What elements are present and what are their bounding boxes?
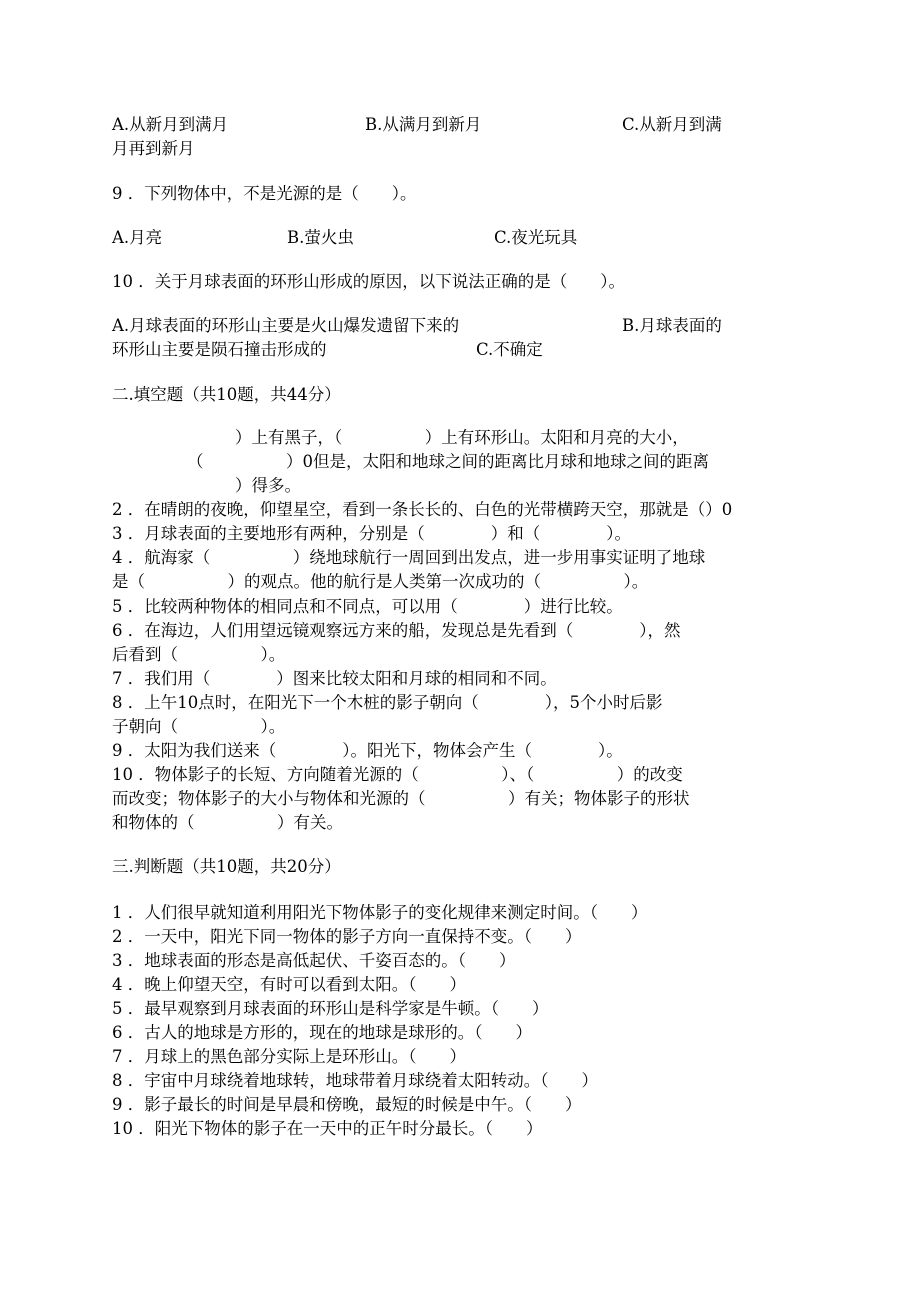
q10-option-b: B.月球表面的 <box>622 316 722 335</box>
fill-line: 4 ．航海家（ ）绕地球航行一周回到出发点，进一步用事实证明了地球 <box>112 548 706 567</box>
fill-section-heading: 二.填空题（共10题，共44分） <box>112 385 341 404</box>
q8-option-a: A.从新月到满月 <box>112 115 229 134</box>
q10-option-a: A.月球表面的环形山主要是火山爆发遗留下来的 <box>112 316 460 335</box>
fill-line: 2 ．在晴朗的夜晚，仰望星空，看到一条长长的、白色的光带横跨天空，那就是（）0 <box>112 500 733 519</box>
judge-line: 2 ．一天中，阳光下同一物体的影子方向一直保持不变。（ ） <box>112 927 582 946</box>
judge-section-heading: 三.判断题（共10题，共20分） <box>112 857 341 876</box>
judge-line: 5 ．最早观察到月球表面的环形山是科学家是牛顿。（ ） <box>112 999 549 1018</box>
q8-option-b: B.从满月到新月 <box>365 115 482 134</box>
fill-line: 子朝向（ ）。 <box>112 717 286 736</box>
fill-line: 8 ．上午10点时，在阳光下一个木桩的影子朝向（ ），5个小时后影 <box>112 693 663 712</box>
q8-option-c-continued: 月再到新月 <box>112 139 195 158</box>
judge-line: 4 ．晚上仰望天空，有时可以看到太阳。（ ） <box>112 975 466 994</box>
fill-line: 9 ．太阳为我们送来（ ）。阳光下，物体会产生（ ）。 <box>112 741 623 760</box>
fill-line: 3 ．月球表面的主要地形有两种，分别是（ ）和（ ）。 <box>112 524 631 543</box>
fill-line: 7 ．我们用（ ）图来比较太阳和月球的相同和不同。 <box>112 669 557 688</box>
judge-line: 8 ．宇宙中月球绕着地球转，地球带着月球绕着太阳转动。（ ） <box>112 1071 598 1090</box>
fill-line: 10 ．物体影子的长短、方向随着光源的（ ）、（ ）的改变 <box>112 765 683 784</box>
fill-line: ）得多。 <box>235 476 301 495</box>
q10-option-c: C.不确定 <box>476 340 543 359</box>
q9-stem: 9 ．下列物体中，不是光源的是（ ）。 <box>112 184 417 203</box>
fill-line: 和物体的（ ）有关。 <box>112 813 343 832</box>
q9-option-c: C.夜光玩具 <box>494 228 578 247</box>
fill-line: 而改变；物体影子的大小与物体和光源的（ ）有关；物体影子的形状 <box>112 789 690 808</box>
q9-option-a: A.月亮 <box>112 228 163 247</box>
q10-option-b-continued: 环形山主要是陨石撞击形成的 <box>112 340 327 359</box>
judge-line: 6 ．古人的地球是方形的，现在的地球是球形的。（ ） <box>112 1023 532 1042</box>
q8-option-c: C.从新月到满 <box>622 115 722 134</box>
judge-line: 1 ．人们很早就知道利用阳光下物体影子的变化规律来测定时间。（ ） <box>112 903 648 922</box>
judge-line: 10 ．阳光下物体的影子在一天中的正午时分最长。（ ） <box>112 1119 543 1138</box>
judge-line: 3 ．地球表面的形态是高低起伏、千姿百态的。（ ） <box>112 951 516 970</box>
judge-line: 9 ．影子最长的时间是早晨和傍晚，最短的时候是中午。（ ） <box>112 1095 582 1114</box>
fill-line: 是（ ）的观点。他的航行是人类第一次成功的（ ）。 <box>112 572 649 591</box>
q10-stem: 10 ．关于月球表面的环形山形成的原因，以下说法正确的是（ ）。 <box>112 272 625 291</box>
judge-line: 7 ．月球上的黑色部分实际上是环形山。（ ） <box>112 1047 466 1066</box>
fill-line: 6 ．在海边，人们用望远镜观察远方来的船，发现总是先看到（ ），然 <box>112 621 681 640</box>
fill-line: （ ）0但是，太阳和地球之间的距离比月球和地球之间的距离 <box>187 452 709 471</box>
fill-line: 后看到（ ）。 <box>112 645 286 664</box>
fill-line: 5 ．比较两种物体的相同点和不同点，可以用（ ）进行比较。 <box>112 597 623 616</box>
q9-option-b: B.萤火虫 <box>287 228 354 247</box>
fill-line: ）上有黑子，（ ）上有环形山。太阳和月亮的大小， <box>235 428 689 447</box>
